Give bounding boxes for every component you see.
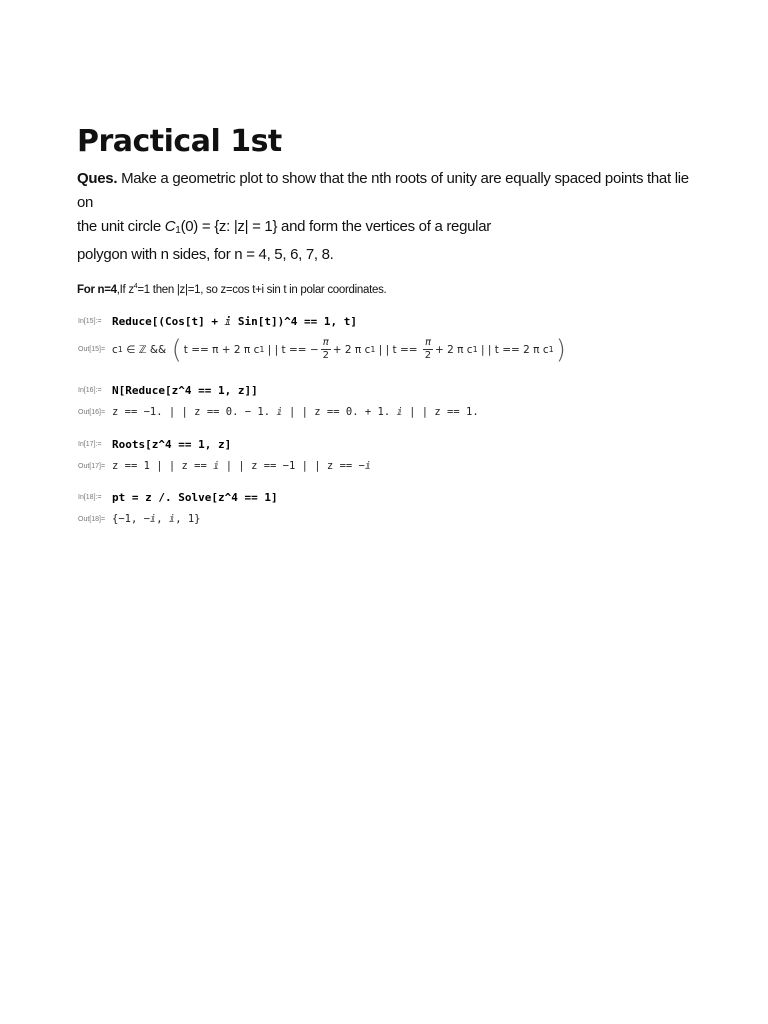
input-code[interactable]: Reduce[(Cos[t] + ⅈ Sin[t])^4 == 1, t] <box>112 315 358 328</box>
cell-label: Out[15]= <box>78 346 106 353</box>
context-text: For n=4,If $z^4=1$ then |z|=1, so z=cos t+i sin t in polar coordinates. <box>77 283 387 296</box>
cell-label: Out[18]= <box>78 515 106 523</box>
input-cell-16[interactable] <box>78 384 258 397</box>
left-paren: ( <box>171 334 182 365</box>
question-line-1: Ques. Make a geometric plot to show that the nth roots of unity are equally spaced points that lie on <box>77 170 689 211</box>
question-line-3: polygon with n sides, for n = 4, 5, 6, 7, 8. <box>77 246 334 263</box>
cell-label: Out[16]= <box>78 408 106 416</box>
input-cell-18[interactable] <box>78 491 278 504</box>
output-cell-17 <box>78 460 371 472</box>
question-label: Ques. <box>77 170 118 187</box>
output-expression: z == −1. | | z == 0. − 1. ⅈ | | z == 0. + 1. ⅈ | | z == 1. <box>112 406 479 418</box>
cell-label: In[16]:= <box>78 387 102 394</box>
output-expression: c 1 ∈ ℤ && ( t == π + 2 π c 1 | | t == − $\frac{\pi}{2}$ + 2 π c 1 | | t == $\frac{\pi}{2}$ + 2 π c 1 | | t == 2 π c 1 ) <box>112 334 566 365</box>
output-cell-15 <box>78 334 568 365</box>
right-paren: ) <box>555 334 566 365</box>
output-expression: z == 1 | | z == ⅈ | | z == −1 | | z == −ⅈ <box>112 460 372 472</box>
cell-label: In[18]:= <box>78 494 102 501</box>
input-code[interactable]: N[Reduce[z^4 == 1, z]] <box>112 384 258 397</box>
question-line-2: the unit circle $C_1(0) = \{z$: |z| = 1} and form the vertices of a regular <box>77 218 491 236</box>
cell-label: Out[17]= <box>78 462 106 470</box>
input-code[interactable]: pt = z /. Solve[z^4 == 1] <box>112 491 278 504</box>
cell-label: In[15]:= <box>78 318 102 325</box>
output-cell-18 <box>78 513 201 525</box>
fraction: $\frac{\pi}{2}$ <box>424 337 432 361</box>
output-cell-16 <box>78 406 479 418</box>
fraction: $\frac{\pi}{2}$ <box>322 337 329 361</box>
input-cell-17[interactable] <box>78 438 231 451</box>
cell-label: In[17]:= <box>78 441 102 448</box>
input-code[interactable]: Roots[z^4 == 1, z] <box>112 438 232 451</box>
output-expression: {−1, −ⅈ, ⅈ, 1} <box>112 513 201 525</box>
question-text <box>77 167 707 267</box>
input-cell-15[interactable] <box>78 315 357 328</box>
page-title: Practical 1st <box>77 124 282 159</box>
